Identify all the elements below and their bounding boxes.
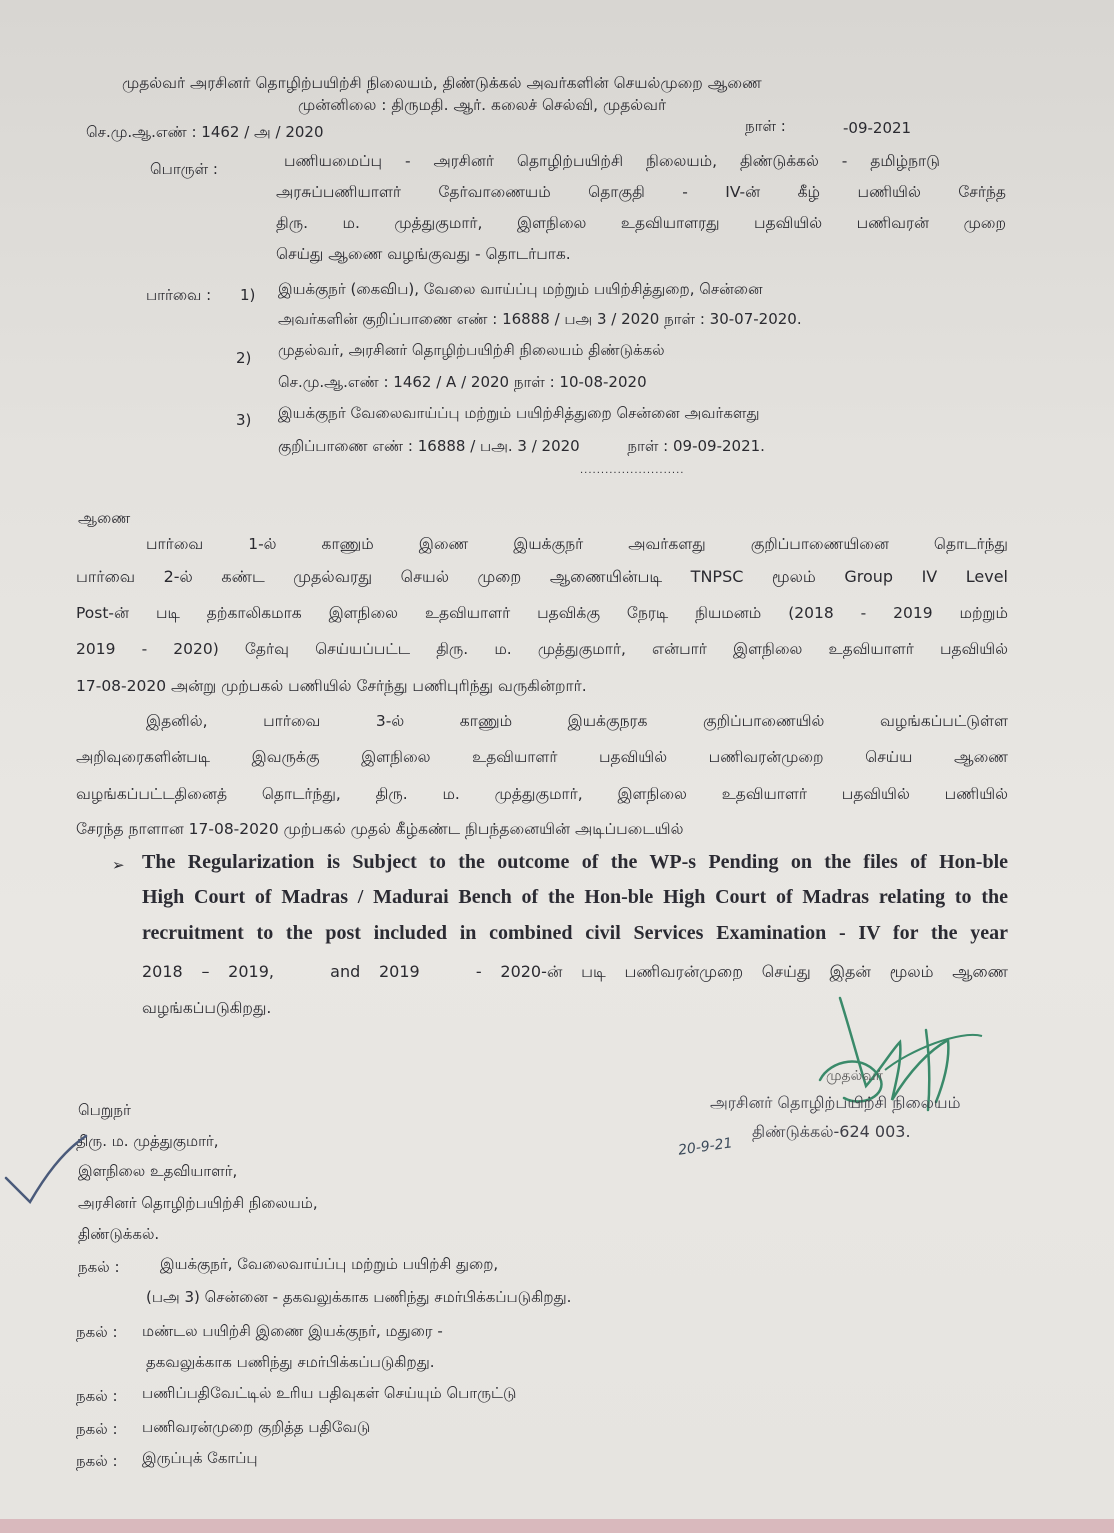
copy-label: நகல் :	[76, 1452, 118, 1470]
reference-item-number: 2)	[236, 349, 252, 367]
checkmark-icon	[0, 1128, 90, 1208]
condition-line: 2018 – 2019, and 2019 - 2020-ன் படி பணிவரன்முறை செய்து இதன் மூலம் ஆணை	[142, 962, 1008, 981]
subject-label: பொருள் :	[150, 160, 218, 178]
order-paragraph-line: சேரந்த நாளான 17-08-2020 முற்பகல் முதல் கீழ்கண்ட நிபந்தனையின் அடிப்படையில்	[76, 820, 684, 838]
recipient-line: இளநிலை உதவியாளர்,	[78, 1162, 238, 1180]
recipient-line: திண்டுக்கல்.	[78, 1225, 160, 1243]
condition-line: recruitment to the post included in combined civil Services Examination - IV for the year	[142, 922, 1008, 944]
recipient-label: பெறுநர்	[78, 1101, 131, 1119]
copy-label: நகல் :	[76, 1420, 118, 1438]
condition-line: வழங்கப்படுகிறது.	[142, 999, 272, 1017]
copy-line: (பஅ 3) சென்னை - தகவலுக்காக பணிந்து சமர்பிக்கப்படுகிறது.	[146, 1288, 572, 1306]
copy-line: பணிப்பதிவேட்டில் உரிய பதிவுகள் செய்யும் பொருட்டு	[142, 1384, 517, 1402]
document-title: முதல்வர் அரசினர் தொழிற்பயிற்சி நிலையம், திண்டுக்கல் அவர்களின் செயல்முறை ஆணை	[122, 74, 762, 92]
copy-line: மண்டல பயிற்சி இணை இயக்குநர், மதுரை -	[142, 1322, 443, 1340]
order-heading: ஆணை	[78, 509, 131, 527]
reference-item-line: முதல்வர், அரசினர் தொழிற்பயிற்சி நிலையம் திண்டுக்கல்	[278, 341, 665, 359]
order-paragraph-line: இதனில், பார்வை 3-ல் காணும் இயக்குநரக குறிப்பாணையில் வழங்கப்பட்டுள்ள	[146, 712, 1008, 730]
date-value: -09-2021	[843, 119, 912, 137]
copy-line: பணிவரன்முறை குறித்த பதிவேடு	[142, 1418, 371, 1436]
copy-line: இயக்குநர், வேலைவாய்ப்பு மற்றும் பயிற்சி துறை,	[160, 1255, 499, 1273]
handwritten-date: 20-9-21	[677, 1135, 734, 1159]
order-paragraph-line: Post-ன் படி தற்காலிகமாக இளநிலை உதவியாளர் பதவிக்கு நேரடி நியமனம் (2018 - 2019 மற்றும்	[76, 604, 1008, 622]
bullet-arrow-icon: ➢	[112, 856, 125, 874]
order-paragraph-line: வழங்கப்பட்டதினைத் தொடர்ந்து, திரு. ம. முத்துகுமார், இளநிலை உதவியாளர் பதவியில் பணியில்	[76, 785, 1008, 803]
order-paragraph-line: பார்வை 1-ல் காணும் இணை இயக்குநர் அவர்களது குறிப்பாணையினை தொடர்ந்து	[146, 535, 1008, 553]
background-strip	[0, 1519, 1114, 1533]
subject-line: திரு. ம. முத்துகுமார், இளநிலை உதவியாளரது பதவியில் பணிவரன் முறை	[276, 214, 1006, 232]
recipient-line: அரசினர் தொழிற்பயிற்சி நிலையம்,	[78, 1194, 318, 1212]
condition-line: The Regularization is Subject to the outcome of the WP-s Pending on the files of Hon-ble	[142, 851, 1008, 873]
copy-line: தகவலுக்காக பணிந்து சமர்பிக்கப்படுகிறது.	[146, 1353, 435, 1371]
presence-line: முன்னிலை : திருமதி. ஆர். கலைச் செல்வி, முதல்வர்	[298, 96, 667, 114]
subject-line: பணியமைப்பு - அரசினர் தொழிற்பயிற்சி நிலையம், திண்டுக்கல் - தமிழ்நாடு	[284, 152, 940, 170]
copy-label: நகல் :	[76, 1323, 118, 1341]
order-paragraph-line: 2019 - 2020) தேர்வு செய்யப்பட்ட திரு. ம. முத்துகுமார், என்பார் இளநிலை உதவியாளர் பதவியில்	[76, 640, 1008, 658]
subject-line: அரசுப்பணியாளர் தேர்வாணையம் தொகுதி - IV-ன் கீழ் பணியில் சேர்ந்த	[276, 183, 1006, 201]
subject-line: செய்து ஆணை வழங்குவது - தொடர்பாக.	[276, 245, 571, 263]
signature-place: திண்டுக்கல்-624 003.	[752, 1122, 911, 1141]
order-paragraph-line: அறிவுரைகளின்படி இவருக்கு இளநிலை உதவியாளர் பதவியில் பணிவரன்முறை செய்ய ஆணை	[76, 748, 1008, 766]
recipient-line: திரு. ம. முத்துகுமார்,	[76, 1132, 219, 1150]
order-paragraph-line: பார்வை 2-ல் கண்ட முதல்வரது செயல் முறை ஆணையின்படி TNPSC மூலம் Group IV Level	[76, 567, 1008, 586]
separator-dots: .........................	[580, 465, 685, 476]
reference-item-number: 1)	[240, 286, 256, 304]
reference-number: செ.மு.ஆ.எண் : 1462 / அ / 2020	[86, 123, 324, 141]
reference-item-line: அவர்களின் குறிப்பாணை எண் : 16888 / பஅ 3 / 2020 நாள் : 30-07-2020.	[278, 310, 802, 328]
condition-line: High Court of Madras / Madurai Bench of the Hon-ble High Court of Madras relating to the	[142, 886, 1008, 908]
order-paragraph-line: 17-08-2020 அன்று முற்பகல் பணியில் சேர்ந்து பணிபுரிந்து வருகின்றார்.	[76, 677, 587, 695]
reference-item-line: குறிப்பாணை எண் : 16888 / பஅ. 3 / 2020 நாள் : 09-09-2021.	[278, 437, 765, 455]
signature-designation: முதல்வர்	[826, 1068, 883, 1084]
copy-label: நகல் :	[76, 1387, 118, 1405]
copy-line: இருப்புக் கோப்பு	[142, 1449, 258, 1467]
reference-item-line: இயக்குநர் வேலைவாய்ப்பு மற்றும் பயிற்சித்துறை சென்னை அவர்களது	[278, 404, 760, 422]
signature-institution: அரசினர் தொழிற்பயிற்சி நிலையம்	[710, 1093, 961, 1112]
reference-item-number: 3)	[236, 411, 252, 429]
copy-label: நகல் :	[78, 1258, 120, 1276]
date-label: நாள் :	[745, 117, 786, 135]
reference-item-line: இயக்குநர் (கைவிப), வேலை வாய்ப்பு மற்றும் பயிற்சித்துறை, சென்னை	[278, 280, 763, 298]
references-label: பார்வை :	[146, 286, 212, 304]
reference-item-line: செ.மு.ஆ.எண் : 1462 / A / 2020 நாள் : 10-08-2020	[278, 373, 647, 391]
